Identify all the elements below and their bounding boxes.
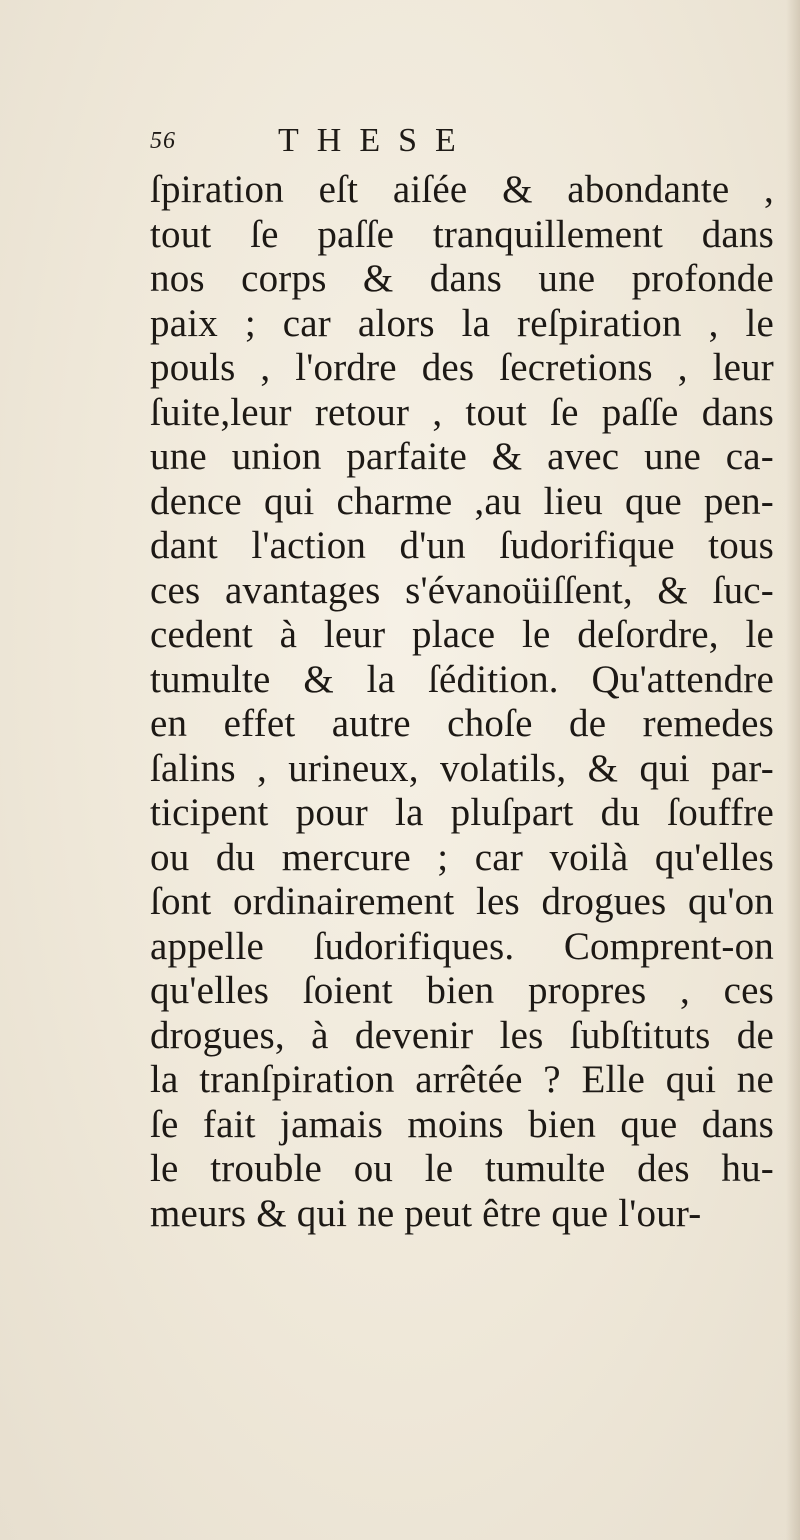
text-line: pouls , l'ordre des ſecretions , leur — [150, 346, 774, 389]
text-line: meurs & qui ne peut être que l'our- — [150, 1191, 702, 1235]
text-line: qu'elles ſoient bien propres , ces — [150, 969, 774, 1012]
text-line: tumulte & la ſédition. Qu'attendre — [150, 657, 774, 701]
page-edge-shadow — [786, 0, 800, 1540]
text-line: cedent à leur place le deſordre, le — [150, 613, 774, 656]
text-line: appelle ſudorifiques. Comprent-on — [150, 924, 774, 968]
text-line: ſalins , urineux, volatils, & qui par- — [150, 746, 774, 790]
text-line: la tranſpiration arrêtée ? Elle qui ne — [150, 1058, 774, 1101]
text-line: ces avantages s'évanoüiſſent, & ſuc- — [150, 568, 774, 612]
text-line: nos corps & dans une profonde — [150, 257, 774, 300]
text-line: une union parfaite & avec une ca- — [150, 435, 774, 478]
text-line: tout ſe paſſe tranquillement dans — [150, 212, 774, 256]
text-line: drogues, à devenir les ſubſtituts de — [150, 1013, 774, 1057]
text-line: paix ; car alors la reſpiration , le — [150, 301, 774, 345]
text-line: dant l'action d'un ſudorifique tous — [150, 524, 774, 567]
text-line: dence qui charme ,au lieu que pen- — [150, 479, 774, 523]
text-line: ſe fait jamais moins bien que dans — [150, 1102, 774, 1146]
body-text — [150, 168, 774, 1236]
text-line: ſont ordinairement les drogues qu'on — [150, 880, 774, 923]
page-number: 56 — [150, 128, 176, 154]
text-line: ou du mercure ; car voilà qu'elles — [150, 835, 774, 879]
text-line: le trouble ou le tumulte des hu- — [150, 1147, 774, 1190]
text-line: ſuite,leur retour , tout ſe paſſe dans — [150, 390, 774, 434]
text-line: ſpiration eſt aiſée & abondante , — [150, 168, 774, 211]
page-header — [150, 122, 770, 170]
text-line: en effet autre choſe de remedes — [150, 702, 774, 745]
running-head: THESE — [278, 122, 474, 159]
text-line: ticipent pour la pluſpart du ſouffre — [150, 791, 774, 834]
